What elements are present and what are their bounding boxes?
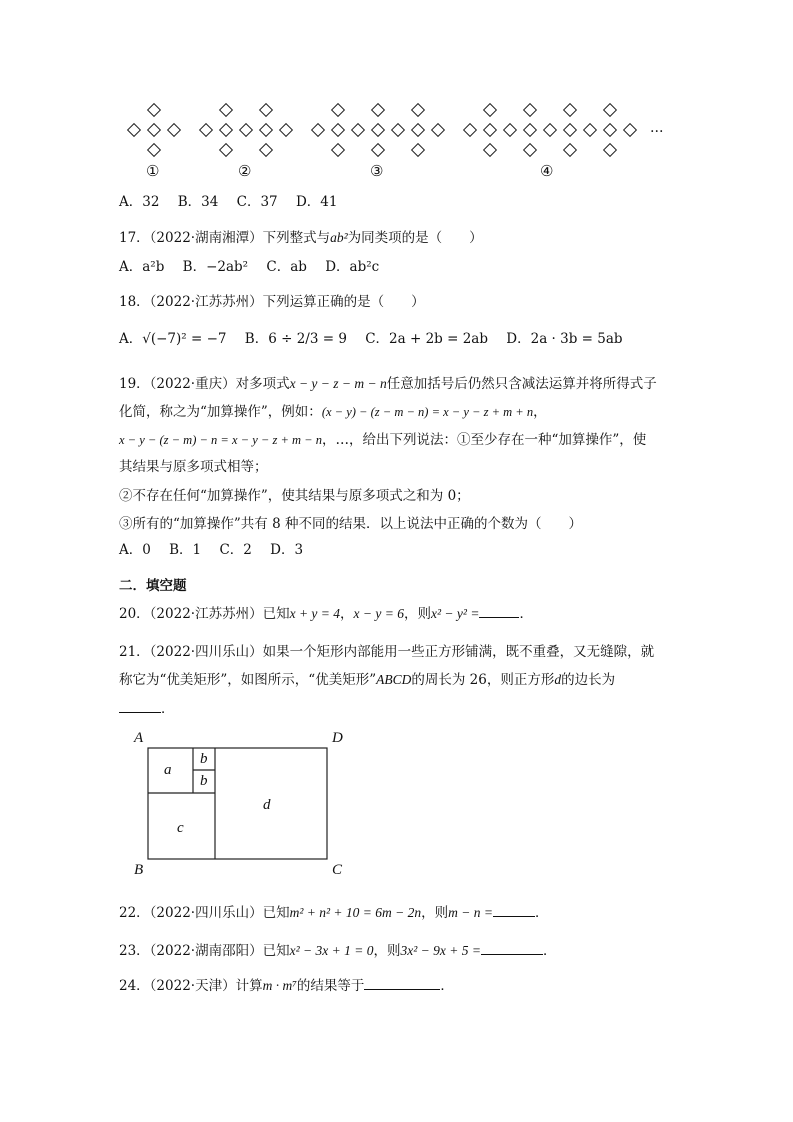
q20-text: ． xyxy=(519,606,533,622)
diamond-shape xyxy=(371,123,385,137)
diamond-shape xyxy=(603,123,617,137)
diamond-shape xyxy=(331,143,345,157)
diamond-shape xyxy=(279,123,293,137)
diamond-shape xyxy=(219,143,233,157)
square-label-b2: b xyxy=(200,773,208,789)
diamond-shape xyxy=(239,123,253,137)
vertex-label-d: D xyxy=(332,730,343,746)
q24-text: 的结果等于 xyxy=(296,978,365,994)
diamond-shape xyxy=(259,103,273,117)
diamond-shape xyxy=(523,143,537,157)
diamond-shape xyxy=(331,103,345,117)
option: D．3 xyxy=(270,542,304,558)
question-20 xyxy=(119,603,533,624)
q19-options xyxy=(119,540,317,560)
diamond-shape xyxy=(503,123,517,137)
q21-text: ． xyxy=(161,701,175,717)
diamond-shape xyxy=(147,143,161,157)
vertex-label-b: B xyxy=(134,862,144,878)
q20-text: ， xyxy=(340,606,354,622)
option: B．−2ab² xyxy=(182,259,249,275)
question-19-line4: 其结果与原多项式相等； xyxy=(119,459,268,475)
pattern-label-4: ④ xyxy=(540,162,554,180)
q23-text: ． xyxy=(542,943,557,959)
diamond-shape xyxy=(483,103,497,117)
diamond-shape xyxy=(543,123,557,137)
question-22 xyxy=(119,902,548,923)
q19-text: ，…，给出下列说法：①至少存在一种“加算操作”，使 xyxy=(321,432,647,448)
option: A．a²b xyxy=(119,259,165,275)
diamond-shape xyxy=(523,103,537,117)
square-label-c: c xyxy=(177,820,184,836)
q19-text: 化简，称之为“加算操作”，例如： xyxy=(119,404,322,420)
option: D．ab²c xyxy=(325,259,380,275)
q21-expr: d xyxy=(554,672,562,687)
square-label-d: d xyxy=(263,797,271,813)
diamond-pattern-figure xyxy=(0,0,793,180)
q19-text: 19．（2022·重庆）对多项式 xyxy=(119,376,290,392)
option: D．41 xyxy=(295,194,338,210)
diamond-shape xyxy=(147,103,161,117)
diamond-shape xyxy=(219,103,233,117)
option: B．1 xyxy=(169,542,202,558)
diamond-shape xyxy=(483,143,497,157)
answer-blank[interactable] xyxy=(493,902,535,917)
diamond-shape xyxy=(219,123,233,137)
q17-prefix: 17．（2022·湖南湘潭）下列整式与 xyxy=(119,230,331,246)
diamond-shape xyxy=(563,143,577,157)
q24-text: ． xyxy=(440,978,454,994)
q22-text: 22．（2022·四川乐山）已知 xyxy=(119,905,290,921)
q23-expr: x² − 3x + 1 = 0 xyxy=(289,943,374,958)
diamond-shape xyxy=(351,123,365,137)
question-18: 18．（2022·江苏苏州）下列运算正确的是（ ） xyxy=(119,294,425,310)
answer-blank[interactable] xyxy=(119,698,161,713)
option: B．6 ÷ 2/3 = 9 xyxy=(244,331,347,347)
pattern-label-3: ③ xyxy=(370,162,384,180)
diamond-shape xyxy=(147,123,161,137)
question-19-line1 xyxy=(119,374,657,394)
question-24 xyxy=(119,975,454,996)
q20-expr: x + y = 4 xyxy=(289,606,341,621)
q24-expr: m · m⁷ xyxy=(262,978,297,993)
q22-text: ． xyxy=(534,905,549,921)
question-17 xyxy=(119,228,483,248)
rectangle-abcd xyxy=(148,748,327,859)
diamond-shape xyxy=(199,123,213,137)
option: A．32 xyxy=(119,194,160,210)
option: C．ab xyxy=(266,259,307,275)
diamond-shape xyxy=(411,103,425,117)
section-heading: 二．填空题 xyxy=(119,578,187,594)
diamond-shape xyxy=(583,123,597,137)
q24-text: 24．（2022·天津）计算 xyxy=(119,978,263,994)
q17-suffix: 为同类项的是（ ） xyxy=(347,230,483,246)
vertex-label-a: A xyxy=(134,730,144,746)
diamond-shape xyxy=(411,123,425,137)
diamond-shape xyxy=(331,123,345,137)
pattern-label-1: ① xyxy=(146,162,160,180)
q22-expr: m² + n² + 10 = 6m − 2n xyxy=(289,905,422,920)
q21-text: 称它为“优美矩形”，如图所示，“优美矩形” xyxy=(119,672,377,688)
q21-expr: ABCD xyxy=(376,672,412,687)
diamond-shape xyxy=(563,103,577,117)
question-19-line2 xyxy=(119,402,547,422)
question-19-line5: ②不存在任何“加算操作”，使其结果与原多项式之和为 0； xyxy=(119,488,470,504)
diamond-shape xyxy=(371,103,385,117)
diamond-shape xyxy=(463,123,477,137)
q19-text: ， xyxy=(533,404,547,420)
option: A．0 xyxy=(119,542,151,558)
diamond-shape xyxy=(431,123,445,137)
diamond-shape xyxy=(371,143,385,157)
q22-text: ，则 xyxy=(421,905,449,921)
question-21-line3 xyxy=(119,698,175,719)
question-19-line6: ③所有的“加算操作”共有 8 种不同的结果．以上说法中正确的个数为（ ） xyxy=(119,516,582,532)
diamond-shape xyxy=(259,143,273,157)
diamond-shape xyxy=(623,123,637,137)
question-21-line2 xyxy=(119,670,615,690)
pattern-label-2: ② xyxy=(238,162,252,180)
q23-text: 23．（2022·湖南邵阳）已知 xyxy=(119,943,290,959)
q17-options xyxy=(119,257,393,277)
q21-text: 的边长为 xyxy=(561,672,616,688)
option: D．2a · 3b = 5ab xyxy=(506,331,623,347)
answer-blank[interactable] xyxy=(364,975,440,990)
q20-expr: x − y = 6 xyxy=(353,606,405,621)
diamond-shape xyxy=(391,123,405,137)
diamond-shape xyxy=(483,123,497,137)
q23-text: ，则 xyxy=(373,943,401,959)
option: C．2a + 2b = 2ab xyxy=(365,331,488,347)
answer-blank[interactable] xyxy=(479,603,519,618)
option: C．37 xyxy=(236,194,278,210)
square-label-b1: b xyxy=(200,751,208,767)
square-label-a: a xyxy=(164,762,172,778)
q20-text: 20．（2022·江苏苏州）已知 xyxy=(119,606,290,622)
answer-blank[interactable] xyxy=(481,940,543,955)
q21-text: 的周长为 26，则正方形 xyxy=(411,672,555,688)
diamond-shape xyxy=(311,123,325,137)
pattern-ellipsis: … xyxy=(650,120,664,136)
q19-text: 任意加括号后仍然只含减法运算并将所得式子 xyxy=(386,376,657,392)
option: A．√(−7)² = −7 xyxy=(119,331,227,347)
diamond-shape xyxy=(603,103,617,117)
question-21-line1: 21．（2022·四川乐山）如果一个矩形内部能用一些正方形铺满，既不重叠，又无缝隙，就 xyxy=(119,644,655,660)
q19-expr: x − y − (z − m) − n = x − y − z + m − n xyxy=(119,433,322,447)
q23-expr: 3x² − 9x + 5 = xyxy=(400,943,481,958)
diamond-shape xyxy=(603,143,617,157)
diamond-shape xyxy=(259,123,273,137)
q19-expr: (x − y) − (z − m − n) = x − y − z + m + n xyxy=(321,405,534,419)
pattern-options xyxy=(119,192,351,212)
q18-options xyxy=(119,329,637,349)
q20-expr: x² − y² = xyxy=(431,606,480,621)
question-19-line3 xyxy=(119,430,646,450)
q17-expr: ab² xyxy=(330,230,348,245)
q19-expr: x − y − z − m − n xyxy=(289,376,387,391)
diamond-shape xyxy=(563,123,577,137)
diamond-shape xyxy=(523,123,537,137)
option: B．34 xyxy=(177,194,219,210)
diamond-shape xyxy=(167,123,181,137)
option: C．2 xyxy=(219,542,252,558)
q20-text: ，则 xyxy=(404,606,432,622)
q22-expr: m − n = xyxy=(448,905,493,920)
rectangle-figure xyxy=(128,728,358,884)
diamond-shape xyxy=(127,123,141,137)
diamond-shape xyxy=(411,143,425,157)
vertex-label-c: C xyxy=(332,862,343,878)
question-23 xyxy=(119,940,556,961)
